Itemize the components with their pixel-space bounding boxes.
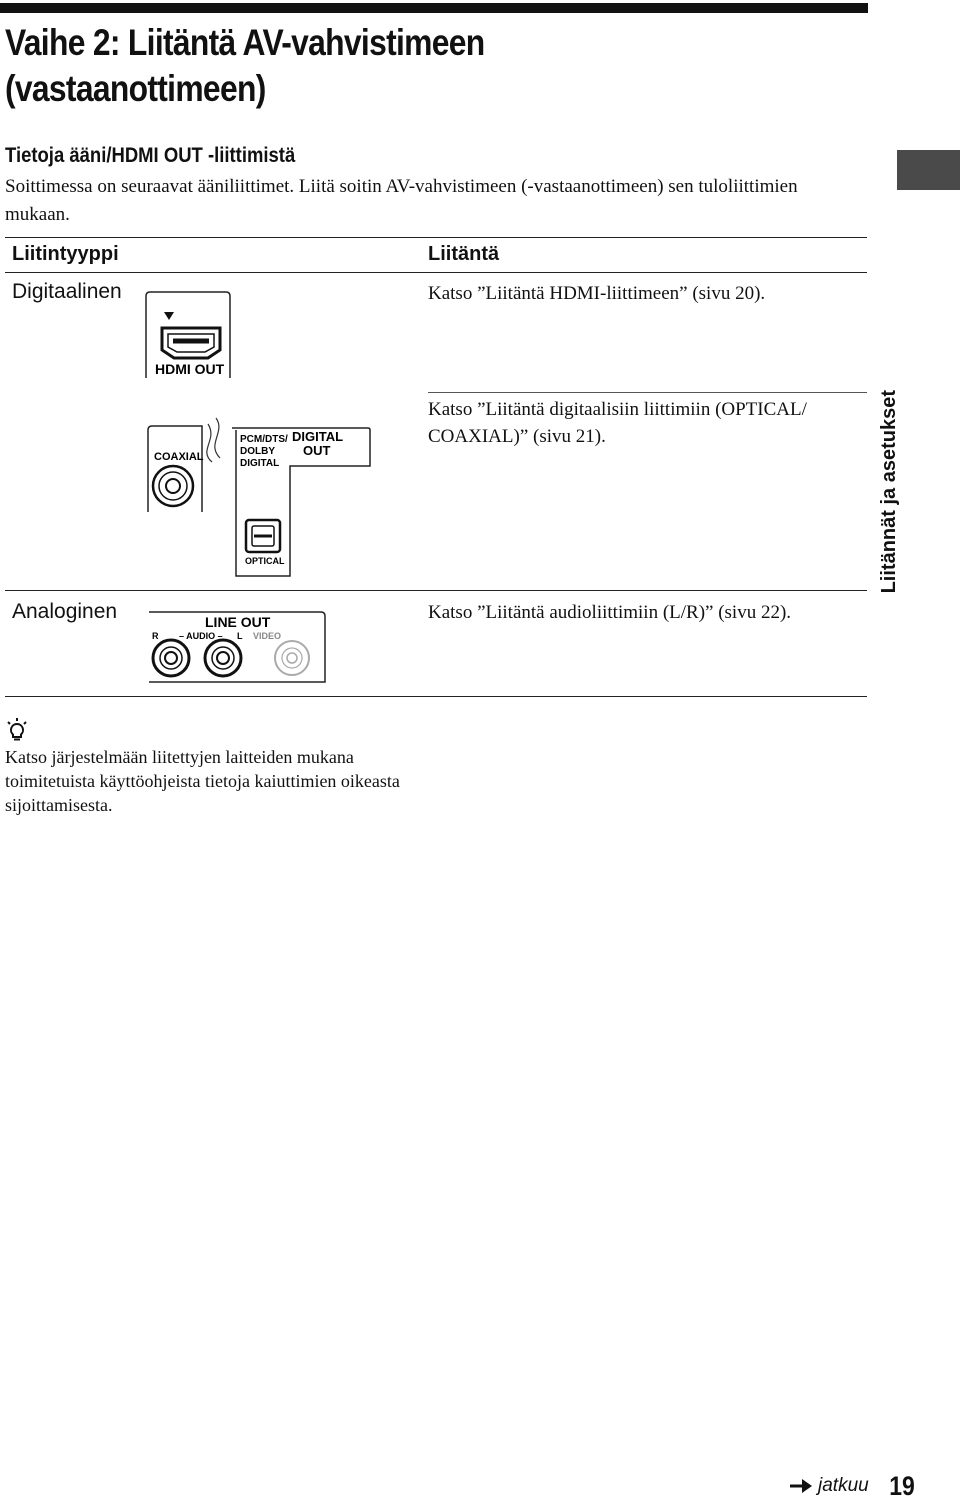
- digital-out-label-line2: OUT: [303, 443, 331, 458]
- audio-l-label: L: [237, 631, 243, 641]
- triangle-marker-icon: [164, 312, 174, 320]
- column-header-type: Liitintyyppi: [12, 243, 119, 265]
- top-bar: [0, 3, 868, 13]
- row-label-analog: Analoginen: [12, 600, 118, 623]
- page-footer: [790, 1468, 917, 1504]
- digital-description: Katso ”Liitäntä digitaalisiin liittimiin (OPTICAL/ COAXIAL)” (sivu 21).: [428, 399, 807, 447]
- hdmi-description: Katso ”Liitäntä HDMI-liittimeen” (sivu 20).: [428, 283, 766, 304]
- arrow-right-icon: [790, 1478, 812, 1494]
- hdmi-out-diagram: [140, 290, 240, 380]
- hdmi-out-label: HDMI OUT: [155, 361, 225, 377]
- optical-label: OPTICAL: [245, 556, 285, 566]
- side-tab-marker: [897, 150, 960, 190]
- digital-out-label-line1: DIGITAL: [292, 429, 344, 444]
- video-label: VIDEO: [253, 631, 282, 641]
- table-bottom-rule: [5, 696, 867, 697]
- lightbulb-icon: [6, 718, 28, 742]
- audio-label: – AUDIO –: [179, 631, 223, 641]
- pcm-dts-label: PCM/DTS/: [240, 434, 288, 445]
- page-title: [5, 20, 745, 112]
- side-tab-label: Liitännät ja asetukset: [878, 390, 900, 594]
- analog-description: Katso ”Liitäntä audioliittimiin (L/R)” (sivu 22).: [428, 602, 792, 623]
- audio-r-jack-icon: [153, 640, 189, 676]
- table-row-rule: [5, 590, 867, 591]
- page-title-line2: (vastaanottimeen): [5, 68, 266, 109]
- column-header-connection: Liitäntä: [428, 243, 500, 265]
- tip-text: Katso järjestelmään liitettyjen laitteiden mukana toimitetuista käyttöohjeista tietoja kaiuttimien oikeasta sijoittamisesta.: [5, 747, 400, 815]
- line-out-label: LINE OUT: [205, 614, 271, 630]
- table-inner-rule: [428, 392, 867, 393]
- coaxial-label: COAXIAL: [154, 451, 204, 463]
- optical-port-icon: [246, 520, 280, 552]
- row-label-digital: Digitaalinen: [12, 280, 122, 303]
- line-out-diagram: [145, 608, 330, 688]
- coaxial-port-icon: [153, 466, 193, 506]
- digital-label: DIGITAL: [240, 458, 280, 469]
- audio-l-jack-icon: [205, 640, 241, 676]
- section-title: Tietoja ääni/HDMI OUT -liittimistä: [5, 144, 296, 167]
- page-number: 19: [888, 1470, 915, 1501]
- digital-out-diagram: [140, 410, 380, 582]
- intro-paragraph: Soittimessa on seuraavat ääniliittimet. Liitä soitin AV-vahvistimeen (-vastaanottimeen) sen tuloliittimien mukaan.: [5, 176, 798, 225]
- video-jack-icon: [275, 641, 309, 675]
- table-top-rule: [5, 237, 867, 238]
- continue-label: jatkuu: [818, 1475, 869, 1496]
- audio-r-label: R: [152, 631, 159, 641]
- table-header-rule: [5, 272, 867, 273]
- dolby-label: DOLBY: [240, 446, 275, 457]
- page-title-line1: Vaihe 2: Liitäntä AV-vahvistimeen: [5, 22, 485, 63]
